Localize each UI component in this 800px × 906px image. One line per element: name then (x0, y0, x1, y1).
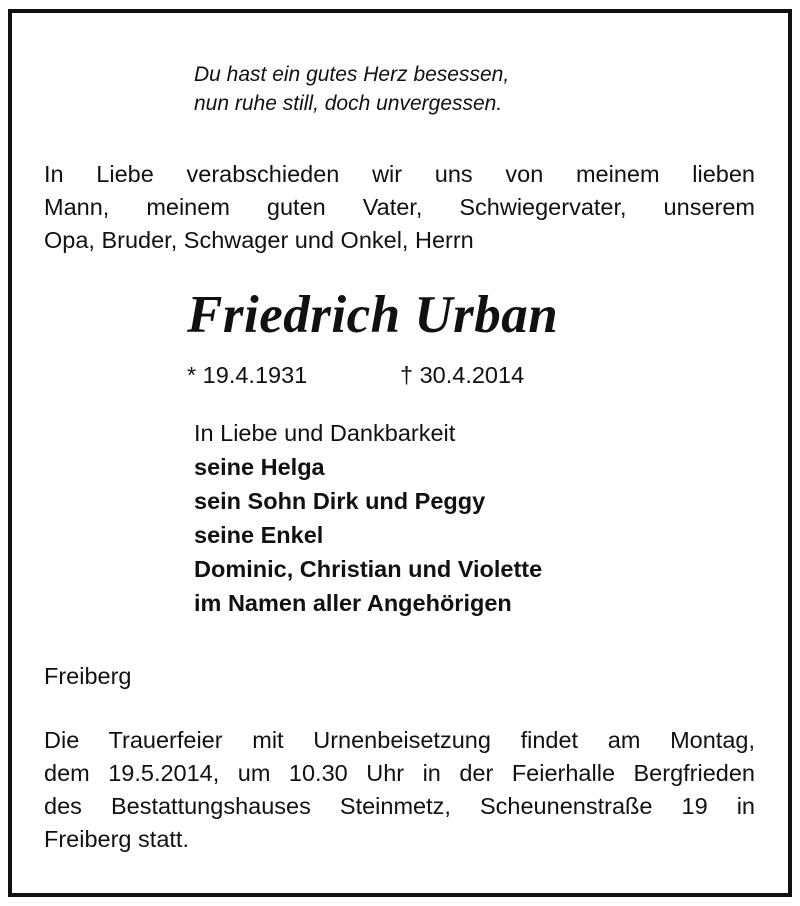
service-line: Die Trauerfeier mit Urnenbeisetzung findet am Montag, (44, 727, 755, 753)
intro-paragraph (44, 158, 755, 257)
service-paragraph (44, 724, 755, 856)
mourner-line: seine Helga (194, 454, 325, 480)
service-line: dem 19.5.2014, um 10.30 Uhr in der Feierhalle Bergfrieden (44, 760, 755, 786)
mourners-block (194, 416, 542, 620)
motto-line-2: nun ruhe still, doch unvergessen. (194, 92, 503, 115)
service-line: des Bestattungshauses Steinmetz, Scheunenstraße 19 in (44, 793, 755, 819)
place-name: Freiberg (44, 663, 132, 689)
service-line: Freiberg statt. (44, 826, 189, 852)
intro-line: Mann, meinem guten Vater, Schwiegervater, unserem (44, 194, 755, 220)
birth-date: * 19.4.1931 (187, 362, 308, 388)
motto-verse (194, 60, 509, 118)
mourner-line: sein Sohn Dirk und Peggy (194, 488, 486, 514)
intro-line: Opa, Bruder, Schwager und Onkel, Herrn (44, 227, 474, 253)
deceased-name: Friedrich Urban (187, 286, 559, 344)
motto-line-1: Du hast ein gutes Herz besessen, (194, 63, 510, 86)
mourner-line: Dominic, Christian und Violette (194, 556, 543, 582)
life-dates (187, 360, 525, 390)
mourner-line: im Namen aller Angehörigen (194, 590, 512, 616)
mourners-intro: In Liebe und Dankbarkeit (194, 420, 456, 446)
mourner-line: seine Enkel (194, 522, 324, 548)
intro-line: In Liebe verabschieden wir uns von meinem lieben (44, 161, 755, 187)
death-date: † 30.4.2014 (400, 362, 525, 388)
